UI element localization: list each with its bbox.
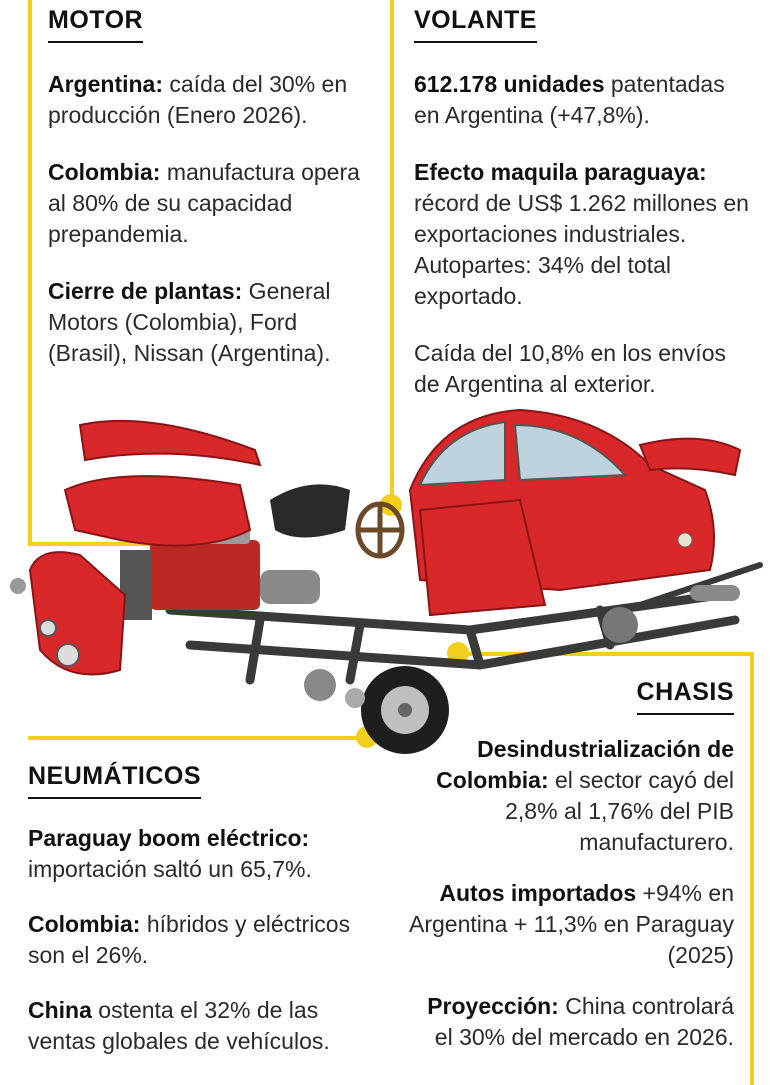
motor-item: Colombia: manufactura opera al 80% de su capacidad prepandemia. [48, 159, 360, 247]
front-brake-disc [304, 669, 336, 701]
volante-title: VOLANTE [414, 6, 537, 43]
hood-panel [80, 421, 260, 465]
chasis-title: CHASIS [637, 678, 734, 715]
motor-item: Cierre de plantas: General Motors (Colombia), Ford (Brasil), Nissan (Argentina). [48, 278, 331, 366]
chasis-item: Desindustrialización de Colombia: el sector cayó del 2,8% al 1,76% del PIB manufacturero. [436, 736, 734, 855]
chasis-item: Proyección: China controlará el 30% del mercado en 2026. [427, 993, 734, 1050]
volante-item: Caída del 10,8% en los envíos de Argentina al exterior. [414, 340, 726, 397]
hub-cap [345, 688, 365, 708]
small-cap [10, 578, 26, 594]
exhaust-muffler [690, 585, 740, 601]
volante-item: 612.178 unidades patentadas en Argentina (+47,8%). [414, 71, 725, 128]
neumaticos-section [28, 762, 368, 1057]
motor-section [48, 6, 378, 369]
neumaticos-title: NEUMÁTICOS [28, 762, 201, 799]
motor-title: MOTOR [48, 6, 143, 43]
motor-item: Argentina: caída del 30% en producción (Enero 2026). [48, 71, 348, 128]
chasis-section-heading [424, 678, 734, 715]
volante-item: Efecto maquila paraguaya: récord de US$ 1.262 millones en exportaciones industriales. Autopartes: 34% del total exportado. [414, 159, 749, 309]
dashboard [270, 484, 350, 537]
chasis-section [404, 734, 734, 1053]
volante-section [414, 6, 754, 400]
steering-wheel [358, 504, 402, 556]
trunk-lid [640, 439, 740, 475]
tail-light [678, 533, 692, 547]
headlight [40, 620, 56, 636]
neumaticos-item: Paraguay boom eléctrico: importación saltó un 65,7%. [28, 825, 312, 882]
rear-brake-disc [602, 607, 638, 643]
front-fender [65, 476, 250, 546]
neumaticos-item: Colombia: híbridos y eléctricos son el 26%. [28, 911, 351, 968]
exploded-car-illustration [0, 380, 770, 780]
chasis-item: Autos importados +94% en Argentina + 11,3% en Paraguay (2025) [409, 880, 734, 968]
neumaticos-item: China ostenta el 32% de las ventas globales de vehículos. [28, 997, 330, 1054]
headlight [57, 644, 79, 666]
